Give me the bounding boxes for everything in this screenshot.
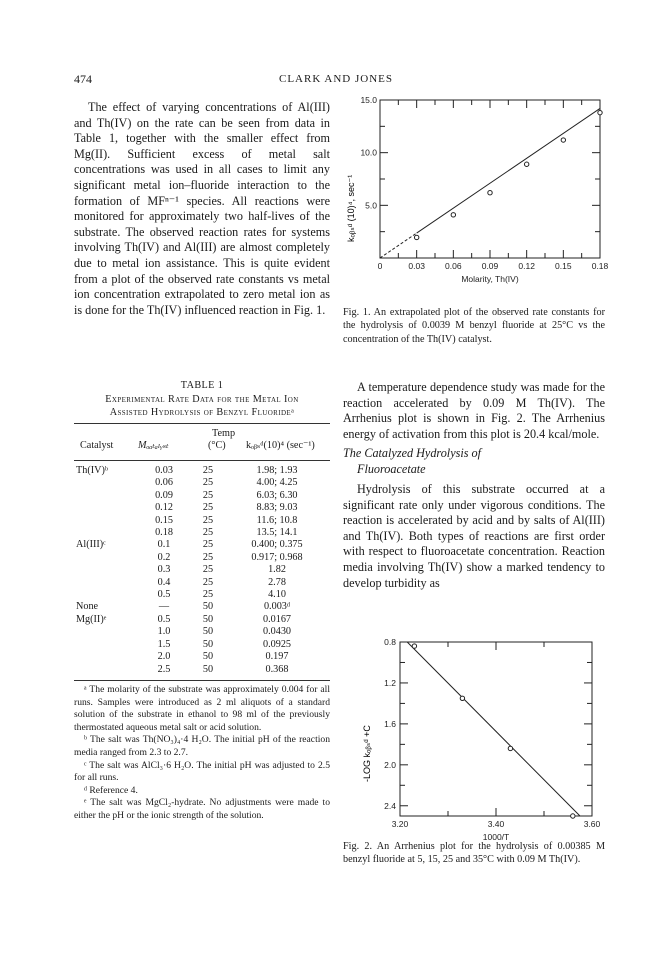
table-cell-catalyst bbox=[74, 626, 136, 638]
fig1-caption: Fig. 1. An extrapolated plot of the observed rate constants for the hydrolysis of 0.0039 M benzyl fluoride at 25°C vs the concentration of the Th(IV) catalyst. bbox=[343, 307, 605, 345]
page-number: 474 bbox=[74, 72, 92, 86]
table-footnote: ᶜ The salt was AlCl₃·6 H₂O. The initial pH was adjusted to 2.5 for all runs. bbox=[74, 759, 330, 784]
table-row bbox=[74, 515, 330, 527]
table-row bbox=[74, 477, 330, 489]
table-cell-m: — bbox=[158, 601, 170, 613]
fig1-data-point bbox=[598, 110, 602, 114]
fig2-fit-line bbox=[407, 642, 580, 816]
fig2-y-tick-label: 1.2 bbox=[384, 677, 396, 688]
section-heading-line2: Fluoroacetate bbox=[357, 461, 426, 476]
fig1-plot-frame bbox=[380, 100, 600, 258]
fig2-y-axis-label: -LOG kₒᵦₛᵈ +C bbox=[362, 725, 372, 782]
table-cell-t: 50 bbox=[202, 638, 214, 650]
table-cell-k: 1.82 bbox=[268, 564, 286, 576]
table-cell-catalyst: Th(IV)ᵇ bbox=[76, 465, 109, 476]
table-cell-m: 0.3 bbox=[157, 564, 171, 576]
table-cell-k: 11.6; 10.8 bbox=[256, 514, 298, 526]
fig1-data-point bbox=[488, 190, 492, 194]
fig1-x-tick-label: 0.12 bbox=[518, 261, 535, 271]
fig2-caption: Fig. 2. An Arrhenius plot for the hydrolysis of 0.00385 M benzyl fluoride at 5, 15, 25 and 35°C with 0.09 M Th(IV). bbox=[343, 841, 605, 866]
running-title: CLARK AND JONES bbox=[278, 73, 393, 85]
table-row bbox=[74, 564, 330, 576]
table-cell-m: 2.0 bbox=[157, 651, 171, 663]
table-cell-m: 0.1 bbox=[157, 539, 171, 551]
fig1-y-tick-label: 10.0 bbox=[360, 147, 377, 158]
table-cell-catalyst bbox=[74, 477, 136, 489]
table-row bbox=[74, 589, 330, 601]
table-row bbox=[74, 639, 330, 651]
table-cell-t: 25 bbox=[202, 576, 214, 588]
table-header-rule bbox=[74, 460, 330, 461]
table-cell-t: 50 bbox=[202, 613, 214, 625]
table-cell-k: 0.0430 bbox=[262, 626, 291, 638]
table-cell-catalyst bbox=[74, 490, 136, 502]
table-cell-t: 50 bbox=[202, 626, 214, 638]
table-cell-catalyst bbox=[74, 664, 136, 676]
fig1-x-tick-label: 0.09 bbox=[481, 261, 499, 271]
table-cell-k: 4.00; 4.25 bbox=[256, 477, 298, 489]
table-cell-k: 13.5; 14.1 bbox=[256, 527, 298, 539]
table-row bbox=[74, 490, 330, 502]
table-cell-catalyst bbox=[74, 651, 136, 663]
table-cell-catalyst bbox=[74, 552, 136, 564]
table-cell-k: 0.0167 bbox=[262, 613, 291, 625]
table-cell-t: 25 bbox=[202, 489, 214, 501]
table-title-line2: Assisted Hydrolysis of Benzyl Fluorideᵃ bbox=[109, 407, 295, 418]
table-bottom-rule bbox=[74, 680, 330, 681]
table-cell-m: 0.12 bbox=[155, 502, 173, 514]
table-cell-catalyst: Al(III)ᶜ bbox=[76, 539, 106, 551]
table-cell-k: 6.03; 6.30 bbox=[256, 489, 298, 501]
table-cell-catalyst bbox=[74, 639, 136, 651]
right-paragraph-1: A temperature dependence study was made for the reaction accelerated by 0.09 M Th(IV). The Arrhenius plot is shown in Fig. 2. The Arrhenius energy of activation from this plot is 20.4 kcal/mole. bbox=[343, 380, 605, 441]
table-cell-m: 1.0 bbox=[157, 626, 171, 638]
table-cell-catalyst bbox=[74, 515, 136, 527]
header-temp-top: Temp bbox=[212, 428, 236, 439]
table-top-rule bbox=[74, 423, 330, 424]
table-cell-t: 25 bbox=[202, 514, 214, 526]
table-cell-t: 50 bbox=[202, 663, 214, 675]
header-k-obsd: kₒᵦₛᵈ(10)⁴ (sec⁻¹) bbox=[246, 440, 315, 451]
table-row bbox=[74, 664, 330, 676]
table-cell-catalyst bbox=[74, 577, 136, 589]
table-cell-t: 50 bbox=[202, 601, 214, 613]
table-cell-t: 25 bbox=[202, 502, 214, 514]
table-cell-catalyst: None bbox=[76, 601, 99, 613]
fig1-fit-line bbox=[417, 108, 600, 233]
table-cell-k: 4.10 bbox=[268, 589, 286, 601]
table-cell-m: 0.5 bbox=[157, 613, 171, 625]
table-cell-k: 2.78 bbox=[268, 576, 286, 588]
table-row bbox=[74, 601, 330, 613]
left-paragraph: The effect of varying concentrations of Al(III) and Th(IV) on the rate can be seen from data in Table 1, together with the smaller effect from Mg(II). Sufficient excess of metal salt concentrations was used in all cases to limit any significant metal ion–fluoride interaction to the formation of MFⁿ⁻¹ species. All reactions were monitored for approximately two half-lives of the substrate. The observed reaction rates for systems involving Th(IV) and Al(III) are almost completely due to metal ion assistance. This is quite evident from a plot of the observed rate constants vs metal ion concentration extrapolated to zero metal ion as is done for the Th(IV) influenced reaction in Fig. 1. bbox=[74, 100, 330, 317]
fig1-data-point bbox=[561, 138, 565, 142]
table-body bbox=[74, 465, 330, 676]
table-cell-k: 0.0925 bbox=[262, 638, 291, 650]
table-cell-k: 0.003ᵈ bbox=[263, 601, 291, 613]
fig2-y-tick-label: 2.0 bbox=[384, 759, 396, 770]
table-row bbox=[74, 527, 330, 539]
fig2-x-tick-label: 3.40 bbox=[487, 819, 505, 829]
table-row bbox=[74, 614, 330, 626]
table-footnotes bbox=[74, 684, 330, 823]
table-row bbox=[74, 539, 330, 551]
table-cell-t: 25 bbox=[202, 551, 214, 563]
fig2-data-point bbox=[508, 746, 512, 750]
fig2-y-tick-label: 1.6 bbox=[384, 718, 396, 729]
table-cell-k: 1.98; 1.93 bbox=[256, 465, 298, 476]
fig1-x-tick-label: 0.15 bbox=[555, 261, 572, 271]
table-footnote: ᵃ The molarity of the substrate was approximately 0.004 for all runs. Samples were introduced as 2 ml aliquots of a standard solution of the substrate in ethanol to 98 ml of the previously thermostated aqueous metal salt or acid solution. bbox=[74, 684, 330, 733]
table-cell-t: 25 bbox=[202, 527, 214, 539]
table-cell-m: 1.5 bbox=[157, 638, 171, 650]
table-cell-m: 0.15 bbox=[155, 514, 173, 526]
fig1-x-axis-label: Molarity, Th(IV) bbox=[461, 274, 519, 284]
table-cell-catalyst bbox=[74, 527, 136, 539]
fig2-x-tick-label: 3.20 bbox=[391, 819, 409, 829]
fig2-plot-frame bbox=[400, 642, 592, 816]
figure-2 bbox=[340, 630, 612, 842]
table-label: TABLE 1 bbox=[180, 380, 224, 391]
fig1-y-tick-label: 5.0 bbox=[365, 200, 377, 211]
header-catalyst: Catalyst bbox=[80, 440, 114, 451]
table-cell-t: 25 bbox=[202, 539, 214, 551]
fig2-x-axis-label: 1000/T bbox=[482, 832, 510, 842]
fig1-data-point bbox=[414, 235, 418, 239]
fig2-y-tick-label: 0.8 bbox=[384, 637, 396, 647]
fig2-data-point bbox=[412, 644, 416, 648]
table-cell-t: 25 bbox=[202, 477, 214, 489]
fig1-x-tick-label: 0.06 bbox=[445, 261, 462, 271]
section-heading bbox=[343, 446, 605, 477]
table-cell-k: 0.917; 0.968 bbox=[251, 551, 303, 563]
fig1-x-tick-label: 0.18 bbox=[591, 261, 609, 271]
table-cell-k: 0.197 bbox=[265, 651, 289, 663]
table-cell-t: 50 bbox=[202, 651, 214, 663]
fig2-y-tick-label: 2.4 bbox=[384, 800, 396, 811]
right-paragraph-2: Hydrolysis of this substrate occurred at a significant rate only under vigorous conditions. The reaction is accelerated by acid and by salts of Al(III) and Th(IV). Both types of reactions are first order with respect to fluoroacetate concentration. Reaction media involving Th(IV) show a marked tendency to develop turbidity as bbox=[343, 482, 605, 590]
table-cell-m: 0.06 bbox=[155, 477, 173, 489]
table-cell-catalyst bbox=[74, 502, 136, 514]
table-cell-catalyst bbox=[74, 564, 136, 576]
fig2-x-tick-label: 3.60 bbox=[583, 819, 601, 829]
fig1-y-tick-label: 15.0 bbox=[360, 95, 377, 105]
header-m-catalyst: Mₒₐₜₐₗᵧₛₜ bbox=[138, 440, 169, 451]
table-row bbox=[74, 502, 330, 514]
table-cell-k: 0.400; 0.375 bbox=[251, 539, 303, 551]
fig1-data-point bbox=[524, 162, 528, 166]
table-cell-catalyst: Mg(II)ᵉ bbox=[76, 613, 107, 625]
table-cell-m: 0.09 bbox=[155, 489, 173, 501]
table-footnote: ᵉ The salt was MgCl₂-hydrate. No adjustments were made to either the pH or the ionic strength of the solution. bbox=[74, 797, 330, 821]
table-cell-m: 2.5 bbox=[157, 663, 171, 675]
data-table bbox=[74, 465, 330, 676]
table-cell-m: 0.2 bbox=[157, 551, 171, 563]
table-row bbox=[74, 552, 330, 564]
table-title-line1: Experimental Rate Data for the Metal Ion bbox=[105, 394, 299, 405]
header-temp-bottom: (°C) bbox=[208, 440, 226, 451]
table-cell-catalyst bbox=[74, 589, 136, 601]
fig1-x-tick-label: 0.03 bbox=[408, 261, 425, 271]
table-cell-m: 0.5 bbox=[157, 589, 171, 601]
table-cell-m: 0.03 bbox=[155, 465, 173, 476]
table-row bbox=[74, 651, 330, 663]
fig1-data-point bbox=[451, 213, 455, 217]
table-row bbox=[74, 626, 330, 638]
section-heading-line1: The Catalyzed Hydrolysis of bbox=[343, 446, 482, 460]
table-cell-t: 25 bbox=[202, 465, 214, 476]
table-header bbox=[74, 428, 330, 458]
table-cell-k: 0.368 bbox=[265, 663, 289, 675]
table-cell-t: 25 bbox=[202, 564, 214, 576]
table-footnote: ᵇ The salt was Th(NO₃)₄·4 H₂O. The initial pH of the reaction media ranged from 2.3 to 2.7. bbox=[74, 734, 330, 758]
fig2-data-point bbox=[460, 696, 464, 700]
table-cell-m: 0.18 bbox=[155, 527, 173, 539]
fig1-x-tick-label: 0 bbox=[377, 261, 383, 271]
fig1-y-axis-label: kₒᵦₛᵈ (10)⁴, sec⁻¹ bbox=[346, 174, 356, 242]
table-cell-k: 8.83; 9.03 bbox=[256, 502, 298, 514]
figure-1 bbox=[340, 92, 612, 302]
table-cell-m: 0.4 bbox=[157, 576, 171, 588]
table-cell-t: 25 bbox=[202, 589, 214, 601]
table-row bbox=[74, 577, 330, 589]
fig2-data-point bbox=[571, 814, 575, 818]
table-row bbox=[74, 465, 330, 477]
table-footnote: ᵈ Reference 4. bbox=[84, 784, 138, 796]
